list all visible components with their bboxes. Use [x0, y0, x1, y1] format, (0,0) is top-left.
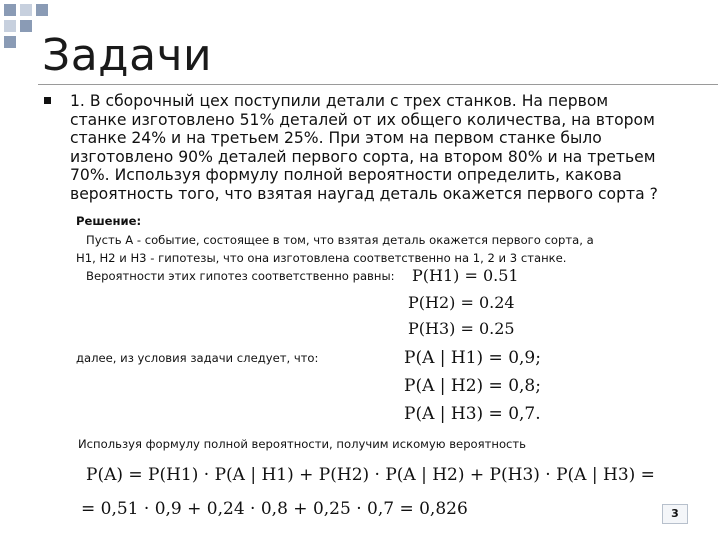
hypothesis-probability: P(H1) = 0.51	[412, 266, 519, 285]
page-number: 3	[662, 504, 688, 524]
hypothesis-probability: P(H3) = 0.25	[408, 319, 515, 338]
deco-square	[4, 4, 16, 16]
problem-statement: 1. В сборочный цех поступили детали с трех станков. На первом станке изготовлено 51% деталей от их общего количества, на втором станке 24% и на третьем 25%. При этом на первом станке было изготовлено 90% деталей первого сорта, на втором 80% и на третьем 70%. Используя формулу полной вероятности определить, какова вероятность того, что взятая наугад деталь окажется первого сорта ?	[70, 92, 658, 203]
total-probability-result: = 0,51 · 0,9 + 0,24 · 0,8 + 0,25 · 0,7 = 0,826	[81, 499, 468, 519]
solution-heading: Решение:	[76, 214, 142, 228]
total-probability-intro: Используя формулу полной вероятности, получим искомую вероятность	[78, 437, 527, 451]
deco-square	[36, 4, 48, 16]
deco-square	[20, 4, 32, 16]
conditional-probability: P(A | H2) = 0,8;	[404, 376, 541, 396]
hypothesis-probability: P(H2) = 0.24	[408, 293, 515, 312]
total-probability-formula: P(A) = P(H1) · P(A | H1) + P(H2) · P(A | H2) + P(H3) · P(A | H3) =	[86, 465, 655, 485]
deco-square	[4, 36, 16, 48]
bullet-square-icon	[44, 97, 51, 104]
conditional-intro: далее, из условия задачи следует, что:	[76, 351, 319, 365]
solution-line: Н1, Н2 и Н3 - гипотезы, что она изготовлена соответственно на 1, 2 и 3 станке.	[76, 251, 567, 265]
title-rule	[38, 84, 718, 85]
deco-square	[4, 20, 16, 32]
solution-line: Вероятности этих гипотез соответственно равны:	[86, 269, 395, 283]
solution-line: Пусть А - событие, состоящее в том, что взятая деталь окажется первого сорта, а	[86, 233, 594, 247]
conditional-probability: P(A | H3) = 0,7.	[404, 404, 541, 424]
deco-square	[20, 20, 32, 32]
conditional-probability: P(A | H1) = 0,9;	[404, 348, 541, 368]
slide-title: Задачи	[42, 30, 213, 81]
